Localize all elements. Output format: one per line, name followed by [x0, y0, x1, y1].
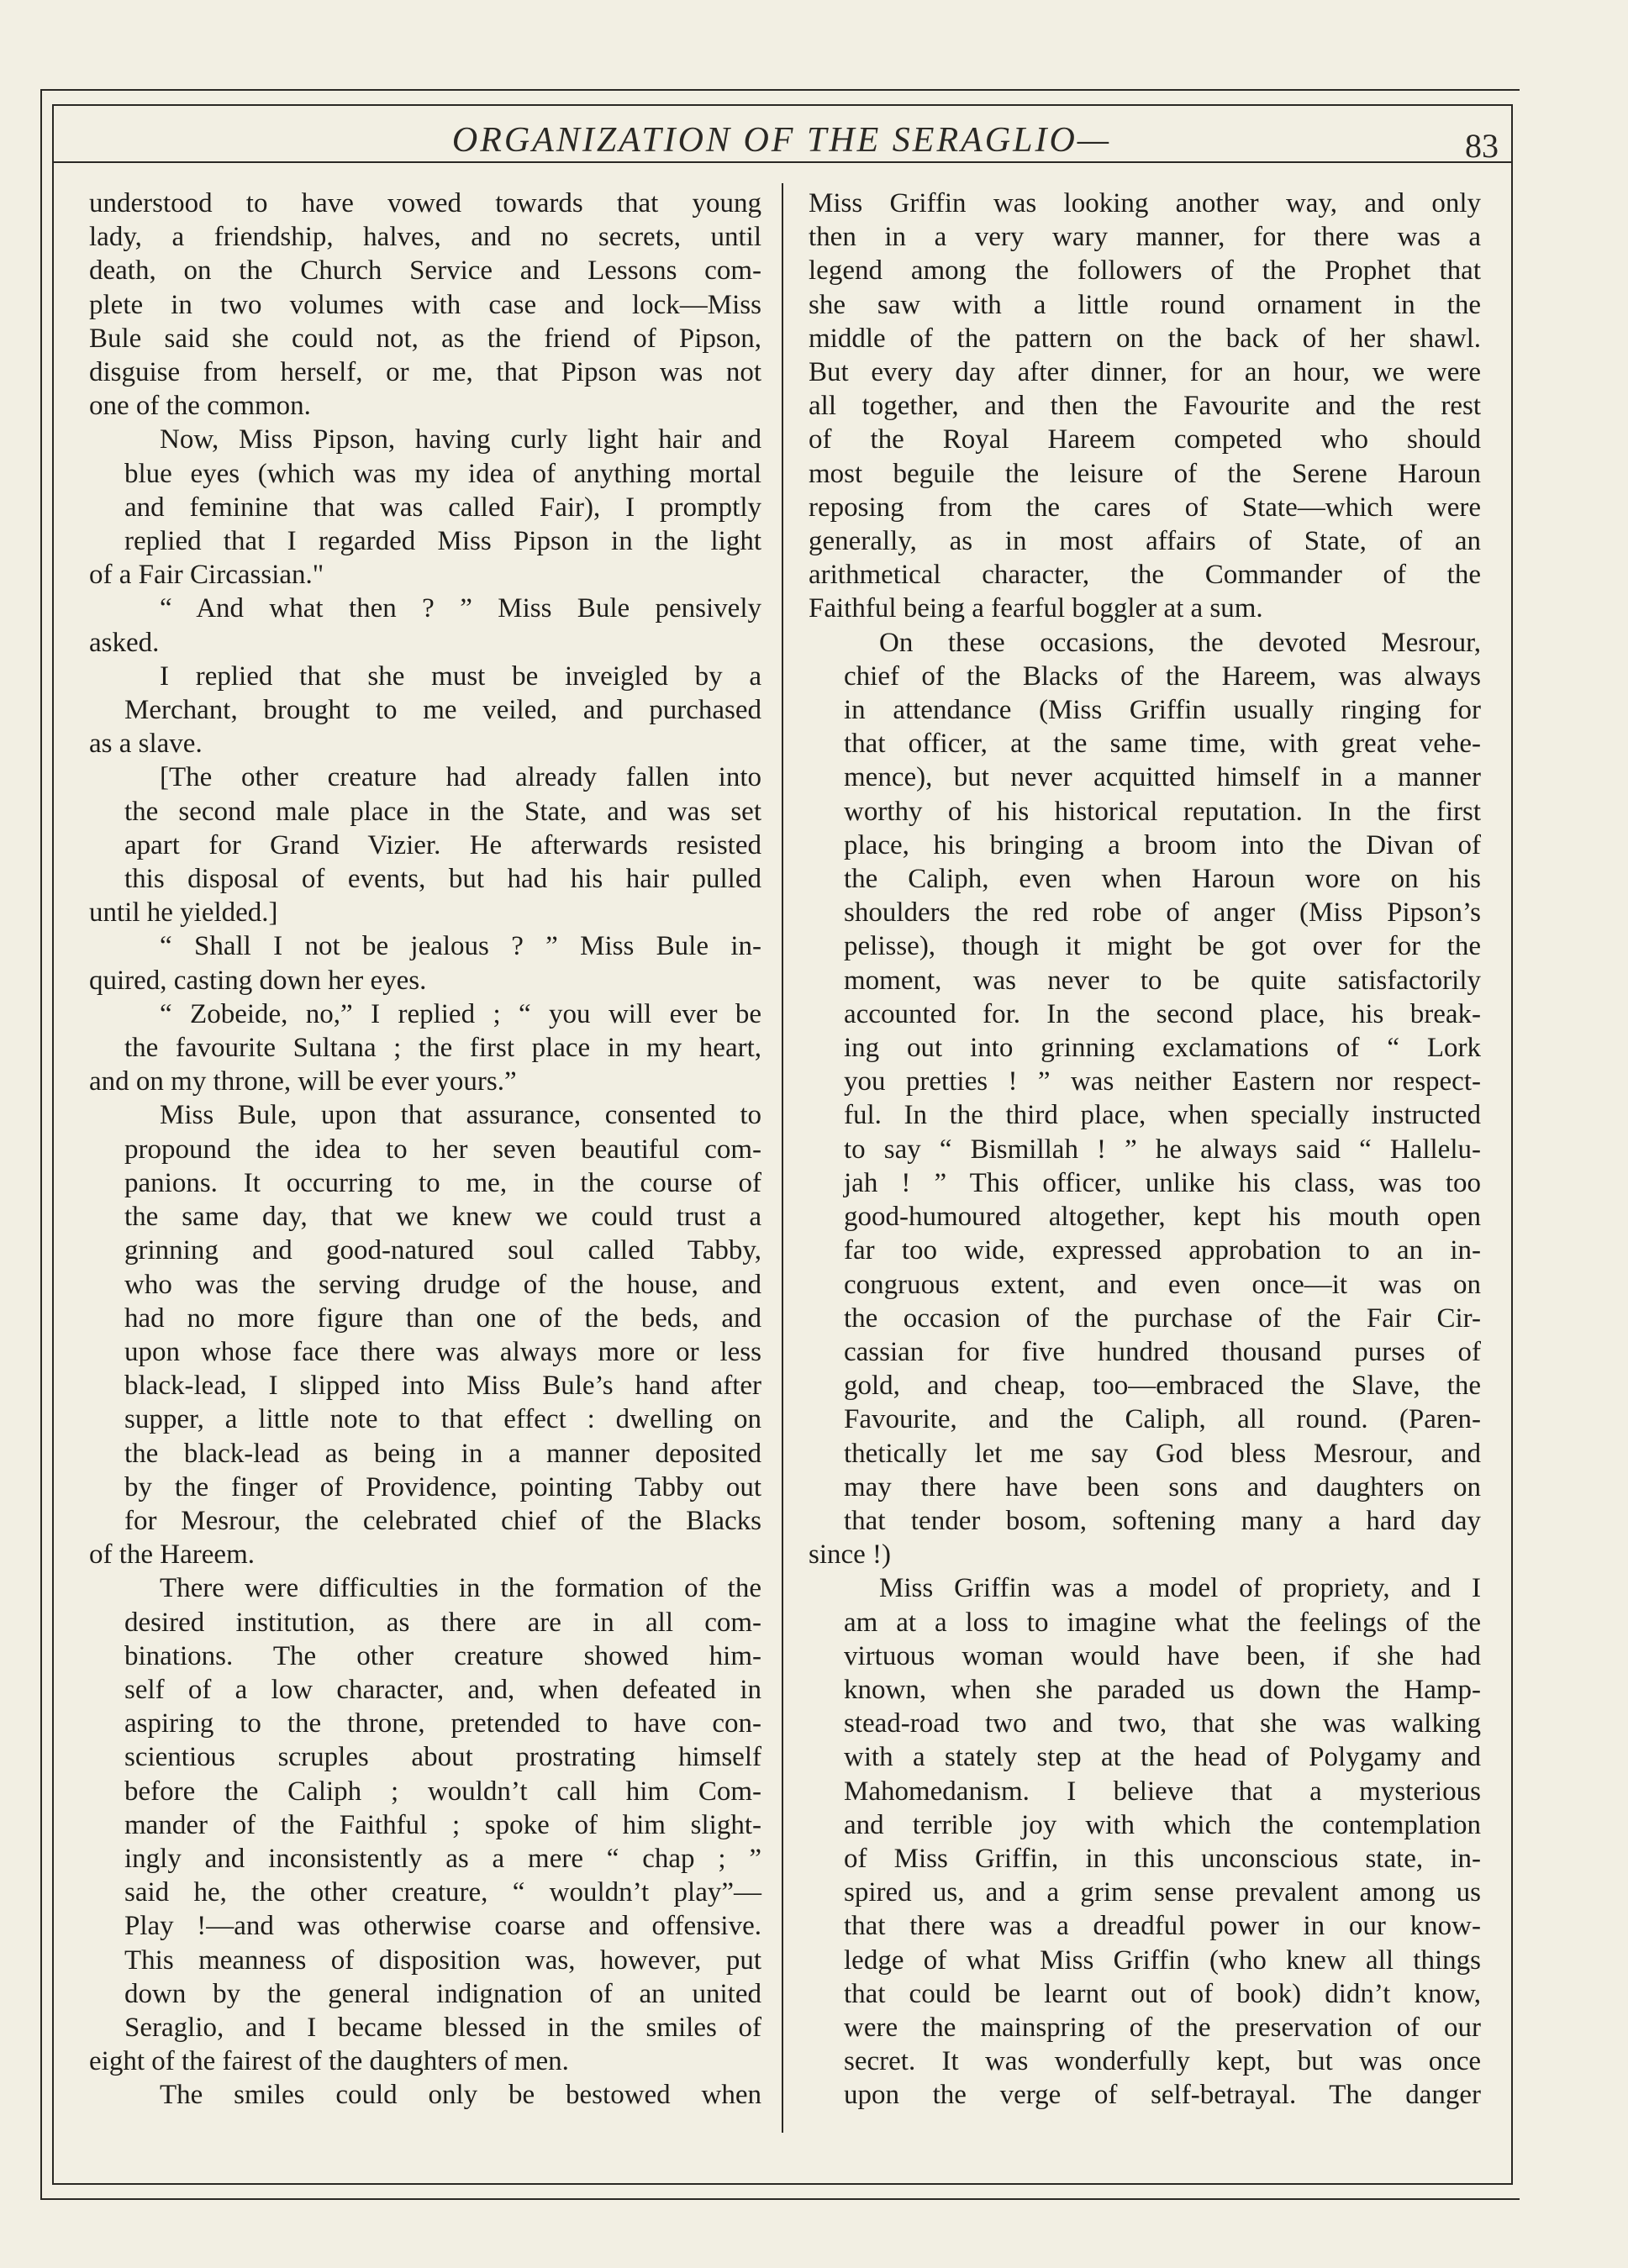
- text-line: known, when she paraded us down the Hamp-: [844, 1674, 1481, 1705]
- text-line: Favourite, and the Caliph, all round. (Paren-: [844, 1404, 1481, 1435]
- text-line: propound the idea to her seven beautiful com-: [124, 1134, 761, 1165]
- text-line: that officer, at the same time, with great vehe-: [844, 729, 1481, 760]
- left-column: [89, 187, 761, 2113]
- text-line: desired institution, as there are in all com-: [124, 1607, 761, 1638]
- text-line: asked.: [89, 627, 160, 658]
- text-line: I replied that she must be inveigled by a: [160, 660, 761, 692]
- text-line: stead-road two and two, that she was walking: [844, 1708, 1481, 1739]
- paragraph: [89, 660, 761, 761]
- text-line: Miss Bule, upon that assurance, consented to: [160, 1100, 761, 1131]
- text-line: middle of the pattern on the back of her shawl.: [809, 323, 1481, 354]
- text-line: Play !—and was otherwise coarse and offensive.: [124, 1911, 761, 1942]
- text-line: that tender bosom, softening many a hard day: [844, 1505, 1481, 1536]
- text-line: in attendance (Miss Griffin usually ringing for: [844, 695, 1481, 726]
- paragraph: [89, 187, 761, 423]
- text-line: she saw with a little round ornament in the: [809, 289, 1481, 320]
- text-line: quired, casting down her eyes.: [89, 965, 427, 996]
- text-line: were the mainspring of the preservation of our: [844, 2012, 1481, 2043]
- text-line: ing out into grinning exclamations of “ Lork: [844, 1033, 1481, 1064]
- text-line: legend among the followers of the Prophet that: [809, 255, 1481, 287]
- top-rule-outer: [40, 89, 1520, 91]
- text-line: pelisse), though it might be got over for the: [844, 931, 1481, 962]
- text-line: Merchant, brought to me veiled, and purchased: [124, 695, 761, 726]
- text-line: blue eyes (which was my idea of anything mortal: [124, 458, 761, 489]
- text-line: aspiring to the throne, pretended to have con-: [124, 1708, 761, 1739]
- text-line: chief of the Blacks of the Hareem, was always: [844, 660, 1481, 692]
- right-column: [809, 187, 1481, 2113]
- text-line: understood to have vowed towards that young: [89, 188, 761, 218]
- text-line: of the Royal Hareem competed who should: [809, 424, 1481, 455]
- text-line: by the finger of Providence, pointing Tabby out: [124, 1471, 761, 1502]
- text-line: may there have been sons and daughters on: [844, 1471, 1481, 1502]
- text-line: disguise from herself, or me, that Pipson was not: [89, 357, 761, 388]
- right-frame-line: [1511, 104, 1513, 2185]
- text-line: and on my throne, will be ever yours.”: [89, 1066, 517, 1097]
- text-line: moment, was never to be quite satisfactorily: [844, 965, 1481, 996]
- text-line: of Miss Griffin, in this unconscious state, in-: [844, 1843, 1481, 1874]
- text-line: the same day, that we knew we could trust a: [124, 1202, 761, 1233]
- text-line: all together, and then the Favourite and the rest: [809, 391, 1481, 422]
- text-line: of the Hareem.: [89, 1539, 255, 1571]
- text-line: apart for Grand Vizier. He afterwards resisted: [124, 829, 761, 860]
- text-line: until he yielded.]: [89, 897, 278, 929]
- text-line: ingly and inconsistently as a mere “ chap ; ”: [124, 1843, 761, 1874]
- head-rule: [52, 161, 1511, 163]
- text-line: Miss Griffin was looking another way, and only: [809, 188, 1481, 218]
- text-line: good-humoured altogether, kept his mouth open: [844, 1202, 1481, 1233]
- text-line: with a stately step at the head of Polygamy and: [844, 1742, 1481, 1773]
- text-line: that could be learnt out of book) didn’t know,: [844, 1978, 1481, 2009]
- text-line: upon whose face there was always more or less: [124, 1336, 761, 1367]
- text-line: But every day after dinner, for an hour, we were: [809, 357, 1481, 388]
- running-head: ORGANIZATION OF THE SERAGLIO—: [451, 121, 1112, 160]
- text-line: Now, Miss Pipson, having curly light hair and: [160, 424, 761, 455]
- text-line: as a slave.: [89, 729, 203, 760]
- text-line: mander of the Faithful ; spoke of him slight-: [124, 1809, 761, 1840]
- left-frame-inner: [52, 104, 54, 2185]
- text-line: cassian for five hundred thousand purses of: [844, 1336, 1481, 1367]
- text-line: am at a loss to imagine what the feelings of the: [844, 1607, 1481, 1638]
- text-line: Mahomedanism. I believe that a mysterious: [844, 1776, 1481, 1807]
- text-line: the occasion of the purchase of the Fair Cir-: [844, 1302, 1481, 1334]
- paragraph: [89, 1098, 761, 1571]
- text-line: plete in two volumes with case and lock—Miss: [89, 289, 761, 320]
- left-frame-outer: [40, 89, 42, 2200]
- text-line: shoulders the red robe of anger (Miss Pipson’s: [844, 897, 1481, 929]
- text-line: thetically let me say God bless Mesrour, and: [844, 1438, 1481, 1469]
- text-line: panions. It occurring to me, in the course of: [124, 1167, 761, 1198]
- text-line: this disposal of events, but had his hair pulled: [124, 864, 761, 895]
- text-line: “ And what then ? ” Miss Bule pensively: [160, 593, 761, 624]
- text-line: accounted for. In the second place, his break-: [844, 998, 1481, 1029]
- text-line: Miss Griffin was a model of propriety, and I: [879, 1573, 1481, 1604]
- text-line: death, on the Church Service and Lessons com-: [89, 255, 761, 287]
- bottom-rule-outer: [40, 2198, 1520, 2200]
- text-line: black-lead, I slipped into Miss Bule’s hand after: [124, 1371, 761, 1402]
- text-line: you pretties ! ” was neither Eastern nor respect-: [844, 1066, 1481, 1097]
- text-line: scientious scruples about prostrating himself: [124, 1742, 761, 1773]
- text-line: lady, a friendship, halves, and no secrets, until: [89, 222, 761, 253]
- text-line: jah ! ” This officer, unlike his class, was too: [844, 1167, 1481, 1198]
- paragraph: [809, 1571, 1481, 2112]
- text-line: ful. In the third place, when specially instructed: [844, 1100, 1481, 1131]
- text-line: since !): [809, 1539, 892, 1571]
- text-line: The smiles could only be bestowed when: [160, 2080, 761, 2111]
- text-line: the favourite Sultana ; the first place in my heart,: [124, 1033, 761, 1064]
- text-line: the second male place in the State, and was set: [124, 796, 761, 827]
- text-line: eight of the fairest of the daughters of men.: [89, 2046, 569, 2077]
- text-line: and feminine that was called Fair), I promptly: [124, 492, 761, 523]
- text-line: secret. It was wonderfully kept, but was once: [844, 2046, 1481, 2077]
- text-line: had no more figure than one of the beds, and: [124, 1302, 761, 1334]
- text-line: generally, as in most affairs of State, of an: [809, 526, 1481, 557]
- paragraph: [89, 1571, 761, 2078]
- text-line: arithmetical character, the Commander of the: [809, 560, 1481, 591]
- text-line: [The other creature had already fallen into: [160, 762, 761, 793]
- text-line: worthy of his historical reputation. In the first: [844, 796, 1481, 827]
- text-line: “ Shall I not be jealous ? ” Miss Bule in-: [160, 931, 761, 962]
- page-number: 83: [1465, 127, 1499, 165]
- text-line: the black-lead as being in a manner deposited: [124, 1438, 761, 1469]
- text-line: binations. The other creature showed him-: [124, 1640, 761, 1671]
- text-line: one of the common.: [89, 391, 311, 422]
- text-line: for Mesrour, the celebrated chief of the Blacks: [124, 1505, 761, 1536]
- text-line: gold, and cheap, too—embraced the Slave, the: [844, 1371, 1481, 1402]
- text-line: “ Zobeide, no,” I replied ; “ you will ever be: [160, 998, 761, 1029]
- text-line: far too wide, expressed approbation to an in-: [844, 1235, 1481, 1266]
- text-line: down by the general indignation of an united: [124, 1978, 761, 2009]
- bottom-rule-inner: [52, 2183, 1511, 2185]
- text-line: This meanness of disposition was, however, put: [124, 1944, 761, 1976]
- text-line: and terrible joy with which the contemplation: [844, 1809, 1481, 1840]
- text-line: grinning and good-natured soul called Tabby,: [124, 1235, 761, 1266]
- text-line: said he, the other creature, “ wouldn’t play”—: [124, 1877, 761, 1908]
- column-divider: [782, 183, 783, 2133]
- text-line: ledge of what Miss Griffin (who knew all things: [844, 1944, 1481, 1976]
- text-line: to say “ Bismillah ! ” he always said “ Hallelu-: [844, 1134, 1481, 1165]
- paragraph: [89, 592, 761, 659]
- text-line: Bule said she could not, as the friend of Pipson,: [89, 323, 761, 354]
- text-line: the Caliph, even when Haroun wore on his: [844, 864, 1481, 895]
- text-line: replied that I regarded Miss Pipson in the light: [124, 526, 761, 557]
- top-rule-inner: [52, 104, 1511, 106]
- paragraph: [89, 760, 761, 929]
- paragraph: [809, 187, 1481, 626]
- text-line: There were difficulties in the formation of the: [160, 1573, 761, 1604]
- text-line: On these occasions, the devoted Mesrour,: [879, 627, 1481, 658]
- text-line: virtuous woman would have been, if she had: [844, 1640, 1481, 1671]
- text-line: before the Caliph ; wouldn’t call him Com-: [124, 1776, 761, 1807]
- text-line: Seraglio, and I became blessed in the smiles of: [124, 2012, 761, 2043]
- text-line: of a Fair Circassian.": [89, 560, 324, 591]
- text-line: congruous extent, and even once—it was on: [844, 1269, 1481, 1300]
- paragraph: [89, 423, 761, 592]
- text-line: Faithful being a fearful boggler at a sum.: [809, 593, 1263, 624]
- paragraph: [809, 626, 1481, 1572]
- paragraph: [89, 997, 761, 1099]
- text-line: then in a very wary manner, for there was a: [809, 222, 1481, 253]
- text-line: reposing from the cares of State—which were: [809, 492, 1481, 523]
- text-line: spired us, and a grim sense prevalent among us: [844, 1877, 1481, 1908]
- text-line: supper, a little note to that effect : dwelling on: [124, 1404, 761, 1435]
- text-line: self of a low character, and, when defeated in: [124, 1674, 761, 1705]
- text-line: mence), but never acquitted himself in a manner: [844, 762, 1481, 793]
- paragraph: [89, 2078, 761, 2112]
- paragraph: [89, 929, 761, 997]
- text-line: that there was a dreadful power in our know-: [844, 1911, 1481, 1942]
- text-line: most beguile the leisure of the Serene Haroun: [809, 458, 1481, 489]
- text-line: place, his bringing a broom into the Divan of: [844, 829, 1481, 860]
- text-line: upon the verge of self-betrayal. The danger: [844, 2080, 1481, 2111]
- text-line: who was the serving drudge of the house, and: [124, 1269, 761, 1300]
